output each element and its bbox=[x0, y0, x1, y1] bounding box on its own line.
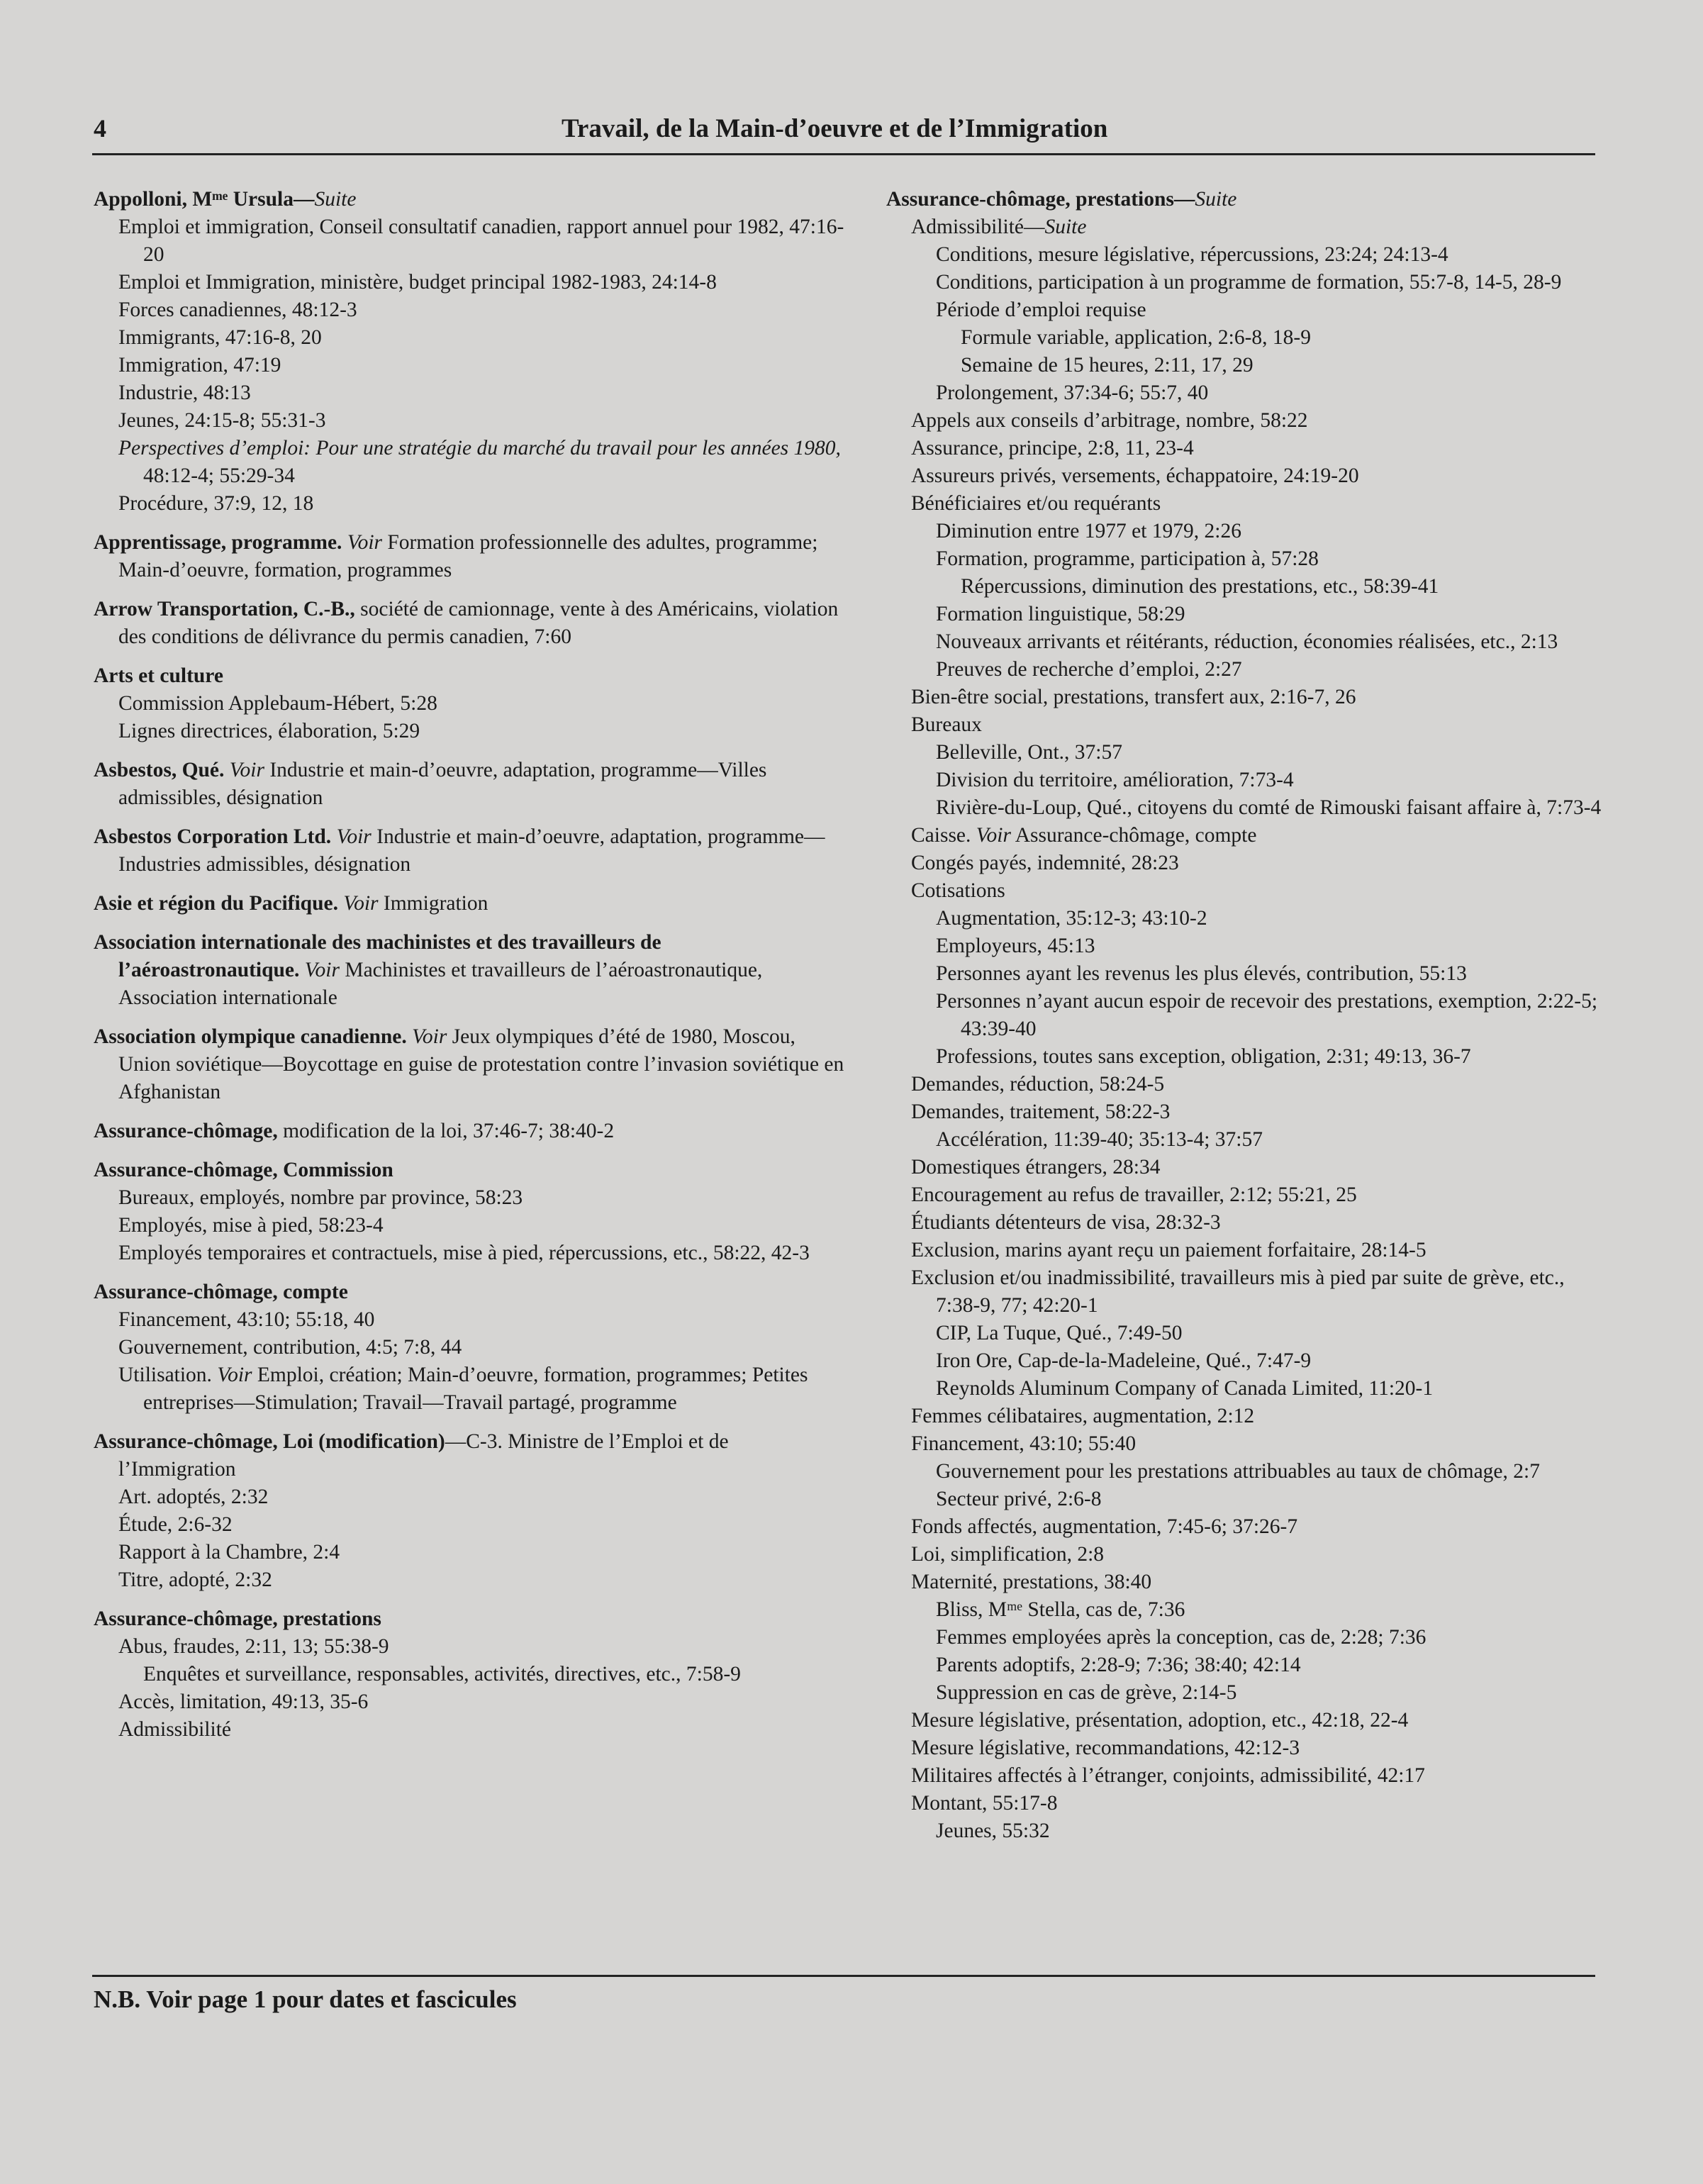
sub-sub-entry: Formation, programme, participation à, 57:28 bbox=[936, 547, 1319, 570]
sub-entry: Jeunes, 24:15-8; 55:31-3 bbox=[118, 409, 326, 432]
sub-entry: Admissibilité bbox=[118, 1718, 231, 1741]
index-entry-asie bbox=[94, 890, 845, 918]
sub-sub-entry: Période d’emploi requise bbox=[936, 299, 1146, 321]
sub-sub-entry: Belleville, Ont., 37:57 bbox=[936, 741, 1123, 764]
sub-entry: Financement, 43:10; 55:40 bbox=[911, 1432, 1137, 1455]
index-entry-apprentissage bbox=[94, 529, 845, 584]
sub-sub-entry: Diminution entre 1977 et 1979, 2:26 bbox=[936, 520, 1241, 542]
index-entry-association-machinistes bbox=[94, 929, 845, 1012]
sub-sub-entry: Formation linguistique, 58:29 bbox=[936, 603, 1185, 625]
footer-note: N.B. Voir page 1 pour dates et fascicules bbox=[94, 1985, 517, 2013]
sub-entry: Encouragement au refus de travailler, 2:12; 55:21, 25 bbox=[911, 1183, 1357, 1206]
sub-entry: Étude, 2:6-32 bbox=[118, 1513, 233, 1536]
sub-entry: Admissibilité—Suite bbox=[911, 216, 1087, 238]
sub-sub-entry: Reynolds Aluminum Company of Canada Limited, 11:20-1 bbox=[936, 1377, 1434, 1400]
sub-entry: Accès, limitation, 49:13, 35-6 bbox=[118, 1690, 369, 1713]
sub-sub-sub-entry: Semaine de 15 heures, 2:11, 17, 29 bbox=[961, 354, 1253, 377]
sub-sub-entry: Prolongement, 37:34-6; 55:7, 40 bbox=[936, 381, 1209, 404]
sub-entry: Abus, fraudes, 2:11, 13; 55:38-9 bbox=[118, 1635, 389, 1658]
sub-entry: Bureaux, employés, nombre par province, 58:23 bbox=[118, 1186, 523, 1209]
sub-entry: Domestiques étrangers, 28:34 bbox=[911, 1156, 1161, 1179]
sub-entry: Loi, simplification, 2:8 bbox=[911, 1543, 1105, 1566]
sub-entry: Congés payés, indemnité, 28:23 bbox=[911, 852, 1179, 874]
sub-entry: Montant, 55:17-8 bbox=[911, 1792, 1058, 1815]
left-column bbox=[94, 186, 845, 1755]
sub-entry: Bien-être social, prestations, transfert aux, 2:16-7, 26 bbox=[911, 686, 1356, 708]
sub-entry: Forces canadiennes, 48:12-3 bbox=[118, 299, 357, 321]
sub-entry: Exclusion, marins ayant reçu un paiement forfaitaire, 28:14-5 bbox=[911, 1239, 1426, 1261]
sub-entry: Femmes célibataires, augmentation, 2:12 bbox=[911, 1405, 1255, 1427]
sub-entry: Étudiants détenteurs de visa, 28:32-3 bbox=[911, 1211, 1221, 1234]
entry-heading: Arrow Transportation, C.-B., société de camionnage, vente à des Américains, violation des conditions de délivrance du permis canadien, 7:60 bbox=[94, 598, 839, 648]
sub-entry: Procédure, 37:9, 12, 18 bbox=[118, 492, 314, 515]
sub-entry: Militaires affectés à l’étranger, conjoints, admissibilité, 42:17 bbox=[911, 1764, 1425, 1787]
sub-sub-entry: Enquêtes et surveillance, responsables, activités, directives, etc., 7:58-9 bbox=[143, 1663, 741, 1686]
entry-heading: Assurance-chômage, prestations bbox=[94, 1608, 381, 1630]
sub-sub-entry: Jeunes, 55:32 bbox=[936, 1820, 1050, 1842]
sub-sub-entry: Parents adoptifs, 2:28-9; 7:36; 38:40; 42:14 bbox=[936, 1654, 1301, 1676]
sub-entry: Industrie, 48:13 bbox=[118, 381, 251, 404]
sub-entry: Assureurs privés, versements, échappatoire, 24:19-20 bbox=[911, 464, 1359, 487]
sub-entry: Perspectives d’emploi: Pour une stratégie du marché du travail pour les années 1980, 48:12-4; 55:29-34 bbox=[118, 437, 841, 487]
sub-sub-entry: Preuves de recherche d’emploi, 2:27 bbox=[936, 658, 1242, 681]
sub-entry: Emploi et Immigration, ministère, budget principal 1982-1983, 24:14-8 bbox=[118, 271, 717, 294]
sub-sub-entry: Augmentation, 35:12-3; 43:10-2 bbox=[936, 907, 1207, 930]
sub-entry: Maternité, prestations, 38:40 bbox=[911, 1571, 1152, 1593]
sub-sub-entry: Femmes employées après la conception, cas de, 2:28; 7:36 bbox=[936, 1626, 1426, 1649]
sub-entry: Immigration, 47:19 bbox=[118, 354, 281, 377]
sub-entry: Employés, mise à pied, 58:23-4 bbox=[118, 1214, 384, 1237]
index-entry-ac-modification bbox=[94, 1118, 845, 1145]
index-entry-asbestos-corp bbox=[94, 823, 845, 879]
sub-sub-entry: Nouveaux arrivants et réitérants, réduction, économies réalisées, etc., 2:13 bbox=[936, 630, 1558, 653]
sub-entry: Utilisation. Voir Emploi, création; Main-d’oeuvre, formation, programmes; Petites entreprises—Stimulation; Travail—Travail partagé, programme bbox=[118, 1364, 808, 1414]
entry-heading: Appolloni, Mᵐᵉ Ursula—Suite bbox=[94, 188, 357, 211]
index-entry-arrow bbox=[94, 596, 845, 651]
index-entry-ac-prestations bbox=[94, 1605, 845, 1744]
sub-sub-entry: Iron Ore, Cap-de-la-Madeleine, Qué., 7:47-9 bbox=[936, 1349, 1312, 1372]
page-number: 4 bbox=[94, 114, 106, 143]
entry-heading: Assurance-chômage, prestations—Suite bbox=[886, 188, 1237, 211]
entry-heading: Association olympique canadienne. Voir Jeux olympiques d’été de 1980, Moscou, Union soviétique—Boycottage en guise de protestation contre l’invasion soviétique en Afghanistan bbox=[94, 1025, 844, 1103]
sub-sub-entry: Gouvernement pour les prestations attribuables au taux de chômage, 2:7 bbox=[936, 1460, 1540, 1483]
sub-entry: Emploi et immigration, Conseil consultatif canadien, rapport annuel pour 1982, 47:16-20 bbox=[118, 216, 844, 266]
entry-heading: Arts et culture bbox=[94, 664, 223, 687]
sub-entry: Cotisations bbox=[911, 879, 1005, 902]
index-entry-arts bbox=[94, 662, 845, 745]
sub-entry: Mesure législative, présentation, adoption, etc., 42:18, 22-4 bbox=[911, 1709, 1409, 1732]
sub-entry: Bureaux bbox=[911, 713, 982, 736]
sub-entry: Fonds affectés, augmentation, 7:45-6; 37:26-7 bbox=[911, 1515, 1298, 1538]
sub-sub-entry: Employeurs, 45:13 bbox=[936, 935, 1095, 957]
sub-entry: Assurance, principe, 2:8, 11, 23-4 bbox=[911, 437, 1194, 459]
sub-sub-entry: Professions, toutes sans exception, obligation, 2:31; 49:13, 36-7 bbox=[936, 1045, 1471, 1068]
sub-sub-entry: Conditions, participation à un programme de formation, 55:7-8, 14-5, 28-9 bbox=[936, 271, 1562, 294]
index-entry-association-olympique bbox=[94, 1023, 845, 1106]
entry-heading: Assurance-chômage, Commission bbox=[94, 1159, 393, 1181]
sub-sub-entry: Division du territoire, amélioration, 7:73-4 bbox=[936, 769, 1294, 791]
index-entry-asbestos bbox=[94, 757, 845, 812]
sub-sub-entry: Conditions, mesure législative, répercussions, 23:24; 24:13-4 bbox=[936, 243, 1448, 266]
sub-entry: Art. adoptés, 2:32 bbox=[118, 1486, 269, 1508]
entry-heading: Apprentissage, programme. Voir Formation professionnelle des adultes, programme; Main-d’oeuvre, formation, programmes bbox=[94, 531, 818, 581]
sub-entry: Demandes, réduction, 58:24-5 bbox=[911, 1073, 1165, 1096]
right-column bbox=[886, 186, 1602, 1845]
index-entry-ac-commission bbox=[94, 1157, 845, 1267]
sub-entry: Financement, 43:10; 55:18, 40 bbox=[118, 1308, 375, 1331]
sub-entry: Employés temporaires et contractuels, mise à pied, répercussions, etc., 58:22, 42-3 bbox=[118, 1242, 810, 1264]
sub-entry: Commission Applebaum-Hébert, 5:28 bbox=[118, 692, 437, 715]
sub-entry: Lignes directrices, élaboration, 5:29 bbox=[118, 720, 420, 742]
sub-entry: Appels aux conseils d’arbitrage, nombre, 58:22 bbox=[911, 409, 1308, 432]
sub-sub-sub-entry: Répercussions, diminution des prestations, etc., 58:39-41 bbox=[961, 575, 1439, 598]
index-entry-ac-compte bbox=[94, 1278, 845, 1417]
running-title: Travail, de la Main-d’oeuvre et de l’Immigration bbox=[562, 114, 1108, 143]
sub-sub-entry: CIP, La Tuque, Qué., 7:49-50 bbox=[936, 1322, 1183, 1344]
sub-sub-entry: Bliss, Mᵐᵉ Stella, cas de, 7:36 bbox=[936, 1598, 1185, 1621]
sub-sub-entry: Secteur privé, 2:6-8 bbox=[936, 1488, 1102, 1510]
sub-sub-sub-entry: Formule variable, application, 2:6-8, 18-9 bbox=[961, 326, 1311, 349]
sub-entry: Titre, adopté, 2:32 bbox=[118, 1569, 272, 1591]
sub-entry: Rapport à la Chambre, 2:4 bbox=[118, 1541, 340, 1564]
entry-heading: Asbestos, Qué. Voir Industrie et main-d’oeuvre, adaptation, programme—Villes admissibles, désignation bbox=[94, 759, 767, 809]
sub-entry: Demandes, traitement, 58:22-3 bbox=[911, 1101, 1171, 1123]
sub-entry: Immigrants, 47:16-8, 20 bbox=[118, 326, 322, 349]
entry-heading: Asie et région du Pacifique. Voir Immigration bbox=[94, 892, 488, 915]
index-entry-appolloni bbox=[94, 186, 845, 518]
sub-sub-entry: Personnes n’ayant aucun espoir de recevoir des prestations, exemption, 2:22-5; 43:39-40 bbox=[936, 990, 1598, 1040]
entry-heading: Association internationale des machinistes et des travailleurs de l’aéroastronautique. Voir Machinistes et travailleurs de l’aéroastronautique, Association internationale bbox=[94, 931, 763, 1009]
sub-entry: Gouvernement, contribution, 4:5; 7:8, 44 bbox=[118, 1336, 462, 1359]
header-rule bbox=[92, 153, 1595, 155]
entry-heading: Assurance-chômage, modification de la loi, 37:46-7; 38:40-2 bbox=[94, 1120, 615, 1142]
sub-entry: Exclusion et/ou inadmissibilité, travailleurs mis à pied par suite de grève, etc., 7:38-9, 77; 42:20-1 bbox=[911, 1266, 1565, 1317]
sub-sub-entry: Personnes ayant les revenus les plus élevés, contribution, 55:13 bbox=[936, 962, 1467, 985]
sub-sub-entry: Rivière-du-Loup, Qué., citoyens du comté de Rimouski faisant affaire à, 7:73-4 bbox=[936, 796, 1602, 819]
sub-entry: Mesure législative, recommandations, 42:12-3 bbox=[911, 1737, 1300, 1759]
index-entry-ac-loi bbox=[94, 1428, 845, 1594]
entry-heading: Assurance-chômage, Loi (modification)—C-3. Ministre de l’Emploi et de l’Immigration bbox=[94, 1430, 729, 1481]
sub-sub-entry: Accélération, 11:39-40; 35:13-4; 37:57 bbox=[936, 1128, 1263, 1151]
sub-entry: Caisse. Voir Assurance-chômage, compte bbox=[911, 824, 1257, 847]
entry-heading: Assurance-chômage, compte bbox=[94, 1281, 348, 1303]
footer-rule bbox=[92, 1975, 1595, 1977]
entry-heading: Asbestos Corporation Ltd. Voir Industrie et main-d’oeuvre, adaptation, programme—Industries admissibles, désignation bbox=[94, 825, 825, 876]
sub-sub-entry: Suppression en cas de grève, 2:14-5 bbox=[936, 1681, 1237, 1704]
sub-entry: Bénéficiaires et/ou requérants bbox=[911, 492, 1161, 515]
